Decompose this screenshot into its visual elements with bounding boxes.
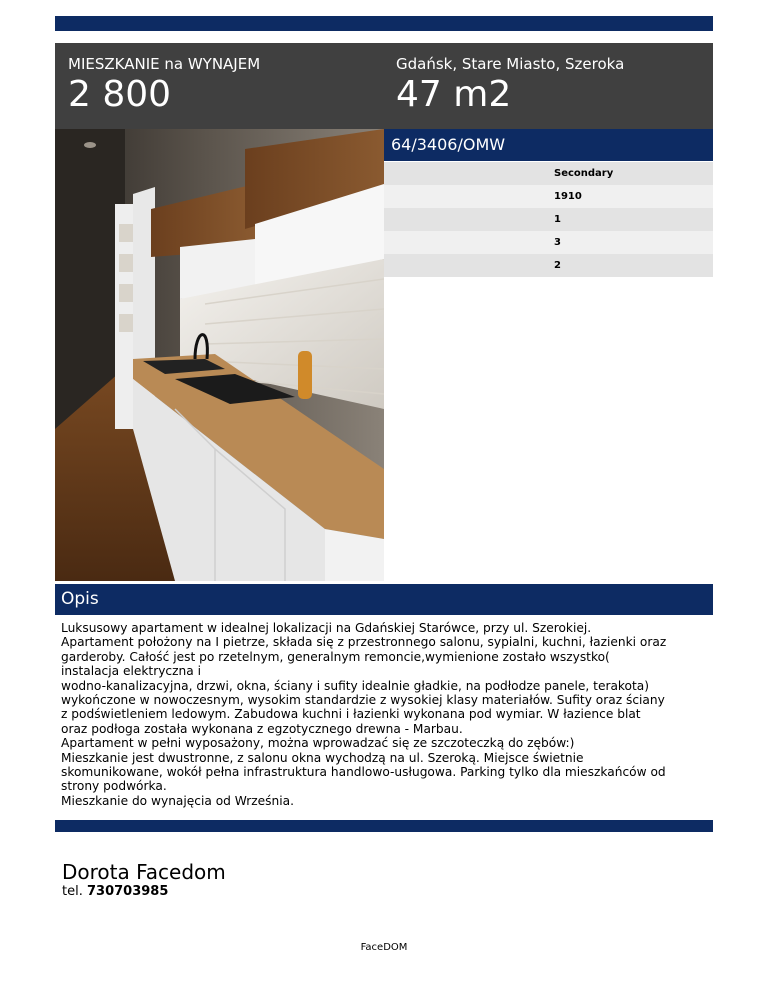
- price: 2 800: [68, 74, 172, 115]
- param-row: 1910: [384, 185, 713, 208]
- reference-number: 64/3406/OMW: [384, 129, 713, 161]
- param-row: Secondary: [384, 162, 713, 185]
- area: 47 m2: [396, 74, 512, 115]
- description-line: wykończone w nowoczesnym, wysokim standardzie z wysokiej klasy materiałów. Sufity oraz ściany: [61, 693, 665, 708]
- param-row: 1: [384, 208, 713, 231]
- description-line: wodno-kanalizacyjna, drzwi, okna, ściany i sufity idealnie gładkie, na podłodze panele, terakota): [61, 678, 650, 693]
- listing-header: [55, 43, 713, 129]
- agent-phone: [62, 884, 226, 900]
- description-line: Mieszkanie do wynajęcia od Września.: [61, 793, 294, 808]
- phone-label: tel.: [62, 884, 87, 899]
- param-row: 3: [384, 231, 713, 254]
- description-line: Apartament w pełni wyposażony, można wprowadzać się ze szczoteczką do zębów:): [61, 736, 575, 751]
- agent-contact: [62, 860, 226, 900]
- description-heading: Opis: [55, 584, 713, 615]
- description-line: Apartament położony na I pietrze, składa się z przestronnego salonu, sypialni, kuchni, łazienki oraz: [61, 635, 667, 650]
- location: Gdańsk, Stare Miasto, Szeroka: [396, 55, 625, 73]
- phone-number: 730703985: [86, 884, 169, 899]
- agent-name: Dorota Facedom: [62, 860, 226, 884]
- header-right: [396, 55, 624, 115]
- description-line: strony podwórka.: [61, 779, 167, 794]
- parameters-table: [384, 162, 713, 277]
- separator-bar: [55, 820, 713, 832]
- offer-type: MIESZKANIE na WYNAJEM: [68, 55, 261, 73]
- description-line: z podświetleniem ledowym. Zabudowa kuchni i łazienki wykonana pod wymiar. W łazience blat: [61, 707, 641, 722]
- description-line: Luksusowy apartament w idealnej lokalizacji na Gdańskiej Starówce, przy ul. Szerokiej.: [61, 621, 592, 635]
- description-line: oraz podłoga została wykonana z egzotycznego drewna - Marbau.: [61, 721, 463, 736]
- description-line: instalacja elektryczna i: [61, 664, 201, 679]
- description-line: Mieszkanie jest dwustronne, z salonu okna wychodzą na ul. Szeroką. Miejsce świetnie: [61, 750, 584, 765]
- listing-photo: [55, 129, 384, 581]
- description-text: [61, 621, 711, 808]
- param-row: 2: [384, 254, 713, 277]
- footer-brand: FaceDOM: [360, 942, 408, 953]
- header-left: [68, 55, 260, 115]
- top-accent-bar: [55, 16, 713, 31]
- description-line: skomunikowane, wokół pełna infrastruktura handlowo-usługowa. Parking tylko dla mieszkańców od: [61, 765, 666, 780]
- description-line: garderoby. Całość jest po rzetelnym, generalnym remoncie,wymienione zostało wszystko(: [61, 649, 610, 664]
